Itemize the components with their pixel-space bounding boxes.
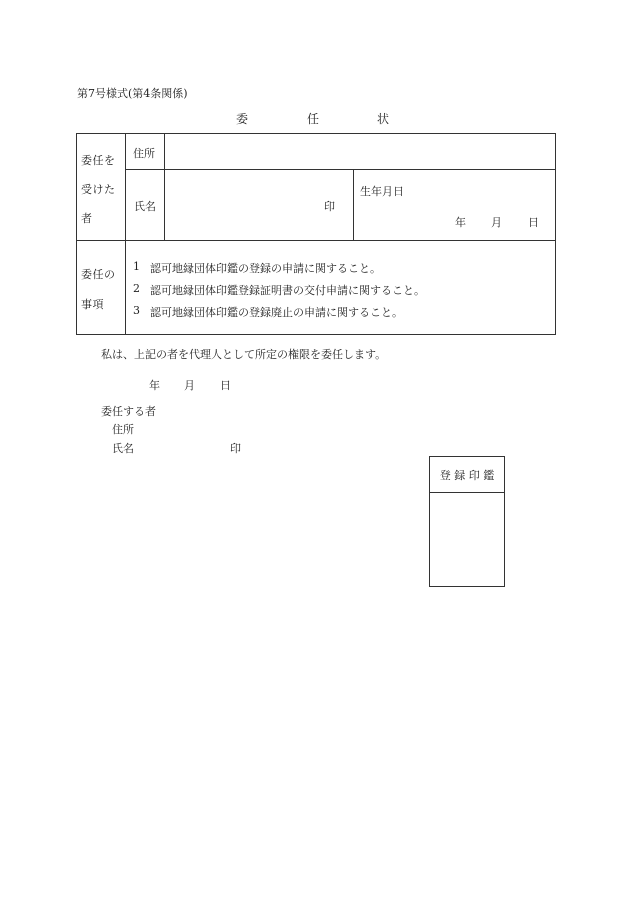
birthdate-label: 生年月日	[360, 185, 404, 198]
matter-item-number: 2	[133, 282, 140, 295]
agent-label-line-1: 委任を	[81, 154, 116, 167]
matters-label-line-2: 事項	[81, 298, 104, 311]
agent-seal-mark: 印	[324, 200, 335, 213]
registered-seal-label: 登 録 印 鑑	[439, 469, 495, 482]
table-divider-field-col	[164, 133, 165, 240]
matter-item-text: 認可地縁団体印鑑登録証明書の交付申請に関すること。	[150, 284, 425, 297]
agent-label-line-2: 受けた	[81, 183, 116, 196]
matters-label-line-1: 委任の	[81, 268, 116, 281]
matter-item-text: 認可地縁団体印鑑の登録廃止の申請に関すること。	[150, 306, 403, 319]
table-divider-address-row	[125, 169, 556, 170]
table-divider-label-col	[125, 133, 126, 335]
birthdate-month: 月	[491, 216, 502, 229]
form-number: 第7号様式(第4条関係)	[77, 87, 188, 100]
sign-date-month: 月	[184, 379, 195, 392]
delegator-address-label: 住所	[112, 423, 134, 436]
delegation-statement: 私は、上記の者を代理人として所定の権限を委任します。	[101, 348, 387, 361]
agent-label-line-3: 者	[81, 212, 93, 225]
document-title-part-2: 任	[307, 112, 320, 126]
delegator-heading: 委任する者	[101, 405, 156, 418]
table-divider-matters-row	[76, 240, 556, 241]
delegator-name-label: 氏名	[112, 442, 134, 455]
sign-date-year: 年	[149, 379, 160, 392]
registered-seal-divider	[429, 492, 505, 493]
document-title-part-1: 委	[236, 112, 249, 126]
matter-item-number: 1	[133, 260, 140, 273]
matter-item-text: 認可地縁団体印鑑の登録の申請に関すること。	[150, 262, 381, 275]
table-divider-birthdate-col	[353, 169, 354, 240]
birthdate-day: 日	[528, 216, 539, 229]
agent-address-label: 住所	[133, 147, 155, 160]
matter-item-number: 3	[133, 304, 140, 317]
agent-name-label: 氏名	[134, 200, 156, 213]
delegator-seal-mark: 印	[230, 442, 241, 455]
sign-date-day: 日	[220, 379, 231, 392]
document-title-part-3: 状	[377, 112, 390, 126]
birthdate-year: 年	[455, 216, 466, 229]
